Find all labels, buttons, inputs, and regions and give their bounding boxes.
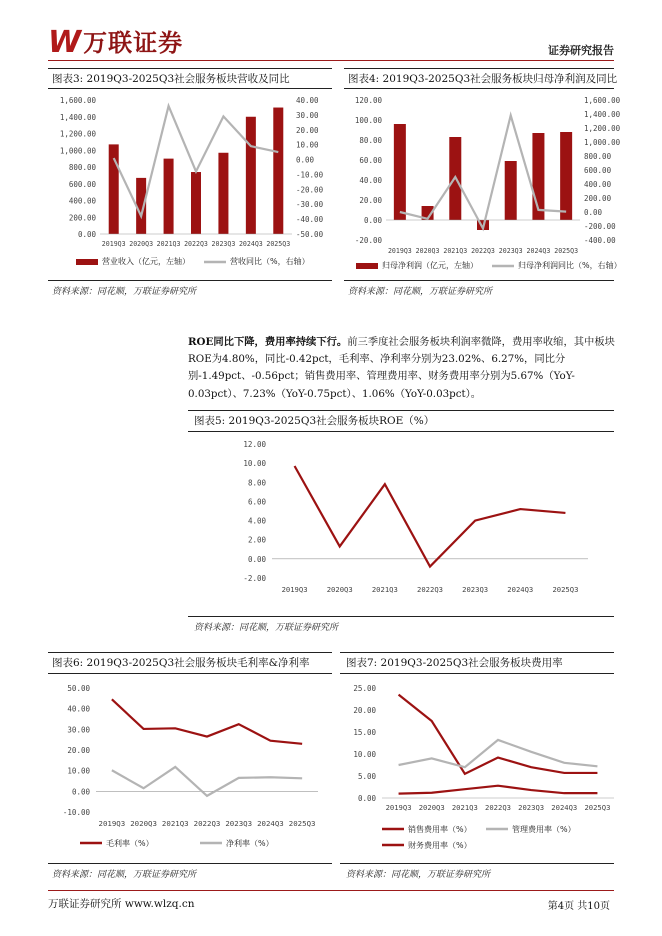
legend-swatch-bar <box>76 259 98 265</box>
y2-tick-label: -400.00 <box>584 236 616 245</box>
x-tick-label: 2025Q3 <box>554 247 579 255</box>
y2-tick-label: 40.00 <box>296 96 319 105</box>
report-type-label: 证券研究报告 <box>548 44 614 57</box>
bar <box>273 108 283 234</box>
fig6-chart <box>48 678 324 858</box>
series-line <box>112 699 302 743</box>
y-tick-label: 800.00 <box>68 163 96 172</box>
y-tick-label: 4.00 <box>247 516 266 526</box>
legend-label: 归母净利润（亿元，左轴） <box>382 261 478 270</box>
fig5-title: 图表5: 2019Q3-2025Q3社会服务板块ROE（%） <box>194 415 435 427</box>
x-tick-label: 2022Q3 <box>193 819 221 828</box>
y-tick-label: 10.00 <box>353 750 376 759</box>
fig6-title-rule <box>48 673 332 674</box>
x-tick-label: 2023Q3 <box>518 803 545 812</box>
y2-tick-label: 400.00 <box>584 180 612 189</box>
y2-tick-label: 800.00 <box>584 152 612 161</box>
x-tick-label: 2023Q3 <box>462 585 489 594</box>
y-tick-label: 30.00 <box>67 725 90 735</box>
y-tick-label: 12.00 <box>243 440 266 449</box>
legend-swatch-bar <box>356 263 378 269</box>
fig6-top-rule <box>48 652 332 653</box>
y2-tick-label: -20.00 <box>296 185 324 195</box>
y2-tick-label: -30.00 <box>296 200 324 210</box>
fig5-bottom-rule <box>188 616 614 617</box>
x-tick-label: 2025Q3 <box>584 803 611 812</box>
y2-tick-label: 10.00 <box>296 140 319 150</box>
fig6-bottom-rule <box>48 863 332 864</box>
logo-mark: W <box>48 25 80 60</box>
y-tick-label: 80.00 <box>359 136 382 145</box>
bar <box>246 117 256 234</box>
fig7-title-rule <box>340 673 614 674</box>
y-tick-label: 20.00 <box>67 746 90 755</box>
y-tick-label: 0.00 <box>363 216 382 225</box>
analysis-paragraph <box>188 334 616 403</box>
y-tick-label: -10.00 <box>62 808 90 817</box>
bar <box>505 161 517 220</box>
y2-tick-label: -50.00 <box>296 230 324 239</box>
x-tick-label: 2020Q3 <box>326 585 353 594</box>
y-tick-label: 1,400.00 <box>59 112 96 122</box>
x-tick-label: 2024Q3 <box>238 240 263 248</box>
fig6-source: 资料来源：同花顺，万联证券研究所 <box>52 870 197 880</box>
fig4-title-rule <box>344 88 614 89</box>
x-tick-label: 2023Q3 <box>498 247 523 255</box>
fig4-source: 资料来源：同花顺，万联证券研究所 <box>348 287 493 297</box>
x-tick-label: 2024Q3 <box>257 819 284 828</box>
logo-text: 万联证券 <box>83 29 184 57</box>
legend-label: 净利率（%） <box>226 839 274 848</box>
x-tick-label: 2024Q3 <box>526 247 551 255</box>
fig7-bottom-rule <box>340 863 614 864</box>
y2-tick-label: 600.00 <box>584 166 612 175</box>
fig5-top-rule <box>188 410 614 411</box>
footer-divider <box>48 890 614 891</box>
legend-label: 营收同比（%，右轴） <box>230 257 310 266</box>
y-tick-label: 20.00 <box>353 706 376 715</box>
x-tick-label: 2021Q3 <box>451 803 478 812</box>
series-line <box>295 466 566 567</box>
y2-tick-label: 1,000.00 <box>584 138 621 147</box>
x-tick-label: 2019Q3 <box>385 803 412 812</box>
footer-publisher: 万联证券研究所 www.wlzq.cn <box>48 898 195 910</box>
x-tick-label: 2019Q3 <box>98 819 126 828</box>
y2-tick-label: -40.00 <box>296 215 324 225</box>
x-tick-label: 2023Q3 <box>211 240 236 248</box>
x-tick-label: 2024Q3 <box>551 803 578 812</box>
y-tick-label: 100.00 <box>354 116 382 125</box>
x-tick-label: 2025Q3 <box>266 240 291 248</box>
y-tick-label: 200.00 <box>68 213 96 223</box>
y-tick-label: 1,600.00 <box>59 96 96 105</box>
x-tick-label: 2020Q3 <box>418 803 445 812</box>
y2-tick-label: 200.00 <box>584 194 612 203</box>
fig5-source: 资料来源：同花顺，万联证券研究所 <box>194 623 339 633</box>
y2-tick-label: 0.00 <box>584 208 603 217</box>
y-tick-label: 5.00 <box>357 772 376 781</box>
fig4-chart <box>344 90 622 280</box>
bar <box>191 172 201 234</box>
fig5-title-rule <box>188 431 614 432</box>
y-tick-label: 120.00 <box>354 96 382 105</box>
fig7-title: 图表7: 2019Q3-2025Q3社会服务板块费用率 <box>346 657 563 669</box>
x-tick-label: 2025Q3 <box>552 585 579 594</box>
fig4-bottom-rule <box>344 280 614 281</box>
fig3-top-rule <box>48 68 332 69</box>
series-line <box>399 695 598 774</box>
y-tick-label: 8.00 <box>247 478 266 488</box>
x-tick-label: 2020Q3 <box>130 819 157 828</box>
x-tick-label: 2022Q3 <box>485 803 511 812</box>
y2-tick-label: 1,600.00 <box>584 96 621 105</box>
bar <box>164 159 174 234</box>
y2-tick-label: 0.00 <box>296 155 315 165</box>
legend-label: 管理费用率（%） <box>512 825 576 834</box>
fig6-title: 图表6: 2019Q3-2025Q3社会服务板块毛利率&净利率 <box>52 657 310 669</box>
x-tick-label: 2020Q3 <box>129 240 154 248</box>
x-tick-label: 2022Q3 <box>471 247 495 255</box>
legend-label: 毛利率（%） <box>106 839 154 848</box>
brand-logo <box>48 25 184 60</box>
y-tick-label: -2.00 <box>243 574 266 583</box>
x-tick-label: 2019Q3 <box>387 247 412 255</box>
fig3-title: 图表3: 2019Q3-2025Q3社会服务板块营收及同比 <box>52 73 290 85</box>
y-tick-label: 1,000.00 <box>59 146 96 156</box>
y2-tick-label: 20.00 <box>296 125 319 135</box>
y-tick-label: 0.00 <box>247 554 266 564</box>
page-number: 第4页 共10页 <box>547 901 610 912</box>
y-tick-label: 1,200.00 <box>59 129 96 139</box>
series-line <box>399 786 598 794</box>
y2-tick-label: 30.00 <box>296 110 319 120</box>
y-tick-label: 400.00 <box>68 196 96 206</box>
x-tick-label: 2024Q3 <box>507 585 534 594</box>
paragraph-lead: ROE同比下降，费用率持续下行。 <box>188 336 348 348</box>
y-tick-label: 2.00 <box>247 535 266 545</box>
legend-label: 销售费用率（%） <box>408 825 472 834</box>
x-tick-label: 2021Q3 <box>156 240 181 248</box>
fig4-title: 图表4: 2019Q3-2025Q3社会服务板块归母净利润及同比 <box>348 73 618 85</box>
x-tick-label: 2019Q3 <box>281 585 308 594</box>
y-tick-label: 10.00 <box>67 766 90 776</box>
y-tick-label: 10.00 <box>243 459 266 469</box>
y-tick-label: -20.00 <box>354 236 382 245</box>
fig3-source: 资料来源：同花顺，万联证券研究所 <box>52 287 197 297</box>
fig3-title-rule <box>48 88 332 89</box>
y-tick-label: 40.00 <box>359 176 382 185</box>
fig5-chart <box>188 434 614 614</box>
y-tick-label: 25.00 <box>353 684 376 693</box>
y-tick-label: 60.00 <box>359 156 382 165</box>
x-tick-label: 2022Q3 <box>417 585 443 594</box>
y-tick-label: 50.00 <box>67 684 90 693</box>
bar <box>394 124 406 220</box>
legend-label: 归母净利润同比（%，右轴） <box>518 261 622 270</box>
x-tick-label: 2020Q3 <box>415 247 440 255</box>
y2-tick-label: 1,400.00 <box>584 110 621 119</box>
series-line <box>399 740 598 767</box>
x-tick-label: 2021Q3 <box>371 585 398 594</box>
y-tick-label: 6.00 <box>247 497 266 507</box>
x-tick-label: 2025Q3 <box>288 819 316 828</box>
fig7-top-rule <box>340 652 614 653</box>
y2-tick-label: -200.00 <box>584 222 616 231</box>
y-tick-label: 20.00 <box>359 196 382 205</box>
x-tick-label: 2022Q3 <box>184 240 208 248</box>
x-tick-label: 2021Q3 <box>161 819 189 828</box>
legend-label: 营业收入（亿元，左轴） <box>102 257 190 266</box>
bar <box>109 144 119 234</box>
fig4-top-rule <box>344 68 614 69</box>
fig3-chart <box>48 90 324 280</box>
y-tick-label: 0.00 <box>71 787 90 797</box>
y-tick-label: 40.00 <box>67 704 90 714</box>
paragraph-body: 前三季度社会服务板块利润率微降，费用率收缩，其中板块ROE为4.80%，同比-0.42pct，毛利率、净利率分别为23.02%、6.27%，同比分别-1.49pct、-0.56pct；销售费用率、管理费用率、财务费用率分别为5.67%（YoY-0.03pct）、7.23%（YoY-0.75pct）、1.06%（YoY-0.03pct）。 <box>188 336 615 400</box>
legend-label: 财务费用率（%） <box>408 841 472 850</box>
y-tick-label: 15.00 <box>353 728 376 737</box>
x-tick-label: 2019Q3 <box>101 240 126 248</box>
x-tick-label: 2021Q3 <box>443 247 468 255</box>
y2-tick-label: -10.00 <box>296 170 324 180</box>
y-tick-label: 0.00 <box>77 230 96 239</box>
fig7-source: 资料来源：同花顺，万联证券研究所 <box>346 870 491 880</box>
x-tick-label: 2023Q3 <box>225 819 253 828</box>
y-tick-label: 0.00 <box>357 794 376 803</box>
fig3-bottom-rule <box>48 280 332 281</box>
y2-tick-label: 1,200.00 <box>584 124 621 133</box>
bar <box>218 153 228 234</box>
header-divider <box>48 60 614 61</box>
y-tick-label: 600.00 <box>68 179 96 189</box>
fig7-chart <box>340 678 616 858</box>
bar <box>560 132 572 220</box>
